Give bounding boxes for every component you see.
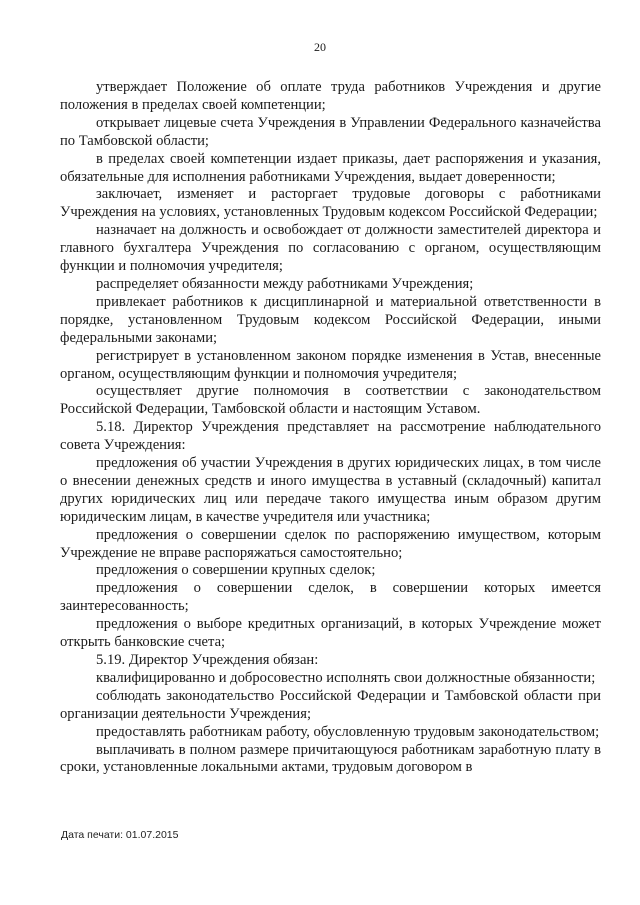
paragraph: распределяет обязанности между работниками Учреждения; (96, 275, 474, 292)
paragraph: квалифицированно и добросовестно исполнять свои должностные обязанности; (96, 669, 596, 686)
paragraph: соблюдать законодательство Российской Федерации и Тамбовской области при организации деятельности Учреждения; (60, 687, 601, 722)
paragraph: привлекает работников к дисциплинарной и материальной ответственности в порядке, установленном Трудовым кодексом Российской Федерации, иными федеральными законами; (60, 293, 601, 346)
paragraph: предоставлять работникам работу, обусловленную трудовым законодательством; (96, 723, 600, 740)
paragraph: регистрирует в установленном законом порядке изменения в Устав, внесенные органом, осуществляющим функции и полномочия учредителя; (60, 347, 601, 382)
paragraph: предложения об участии Учреждения в других юридических лицах, в том числе о внесении денежных средств и иного имущества в уставный (складочный) капитал других юридических лиц или передаче такого имущества иным образом другим юридическим лицам, в качестве учредителя или участника; (60, 455, 601, 525)
paragraph: открывает лицевые счета Учреждения в Управлении Федерального казначейства по Тамбовской области; (60, 114, 601, 149)
section-heading-5-19: 5.19. Директор Учреждения обязан: (96, 652, 319, 668)
paragraph: предложения о совершении сделок по распоряжению имуществом, которым Учреждение не вправе распоряжаться самостоятельно; (60, 526, 601, 561)
paragraph: заключает, изменяет и расторгает трудовые договоры с работниками Учреждения на условиях, установленных Трудовым кодексом Российской Федерации; (60, 186, 601, 221)
paragraph: назначает на должность и освобождает от должности заместителей директора и главного бухгалтера Учреждения по согласованию с органом, осуществляющим функции и полномочия учредителя; (60, 222, 601, 275)
document-body (60, 79, 601, 777)
paragraph: предложения о выборе кредитных организаций, в которых Учреждение может открыть банковские счета; (60, 616, 601, 651)
paragraph: предложения о совершении сделок, в совершении которых имеется заинтересованность; (60, 580, 601, 615)
section-heading-5-18: 5.18. Директор Учреждения представляет на рассмотрение наблюдательного совета Учреждения: (60, 419, 601, 454)
page-number: 20 (314, 40, 326, 54)
paragraph: предложения о совершении крупных сделок; (96, 562, 376, 579)
paragraph: осуществляет другие полномочия в соответствии с законодательством Российской Федерации, Тамбовской области и настоящим Уставом. (60, 383, 601, 418)
paragraph: в пределах своей компетенции издает приказы, дает распоряжения и указания, обязательные для исполнения работниками Учреждения, выдает доверенности; (60, 150, 601, 185)
paragraph: выплачивать в полном размере причитающуюся работникам заработную плату в сроки, установленные локальными актами, трудовым договором в (60, 741, 601, 776)
paragraph: утверждает Положение об оплате труда работников Учреждения и другие положения в пределах своей компетенции; (60, 79, 601, 113)
print-date: Дата печати: 01.07.2015 (61, 829, 179, 841)
